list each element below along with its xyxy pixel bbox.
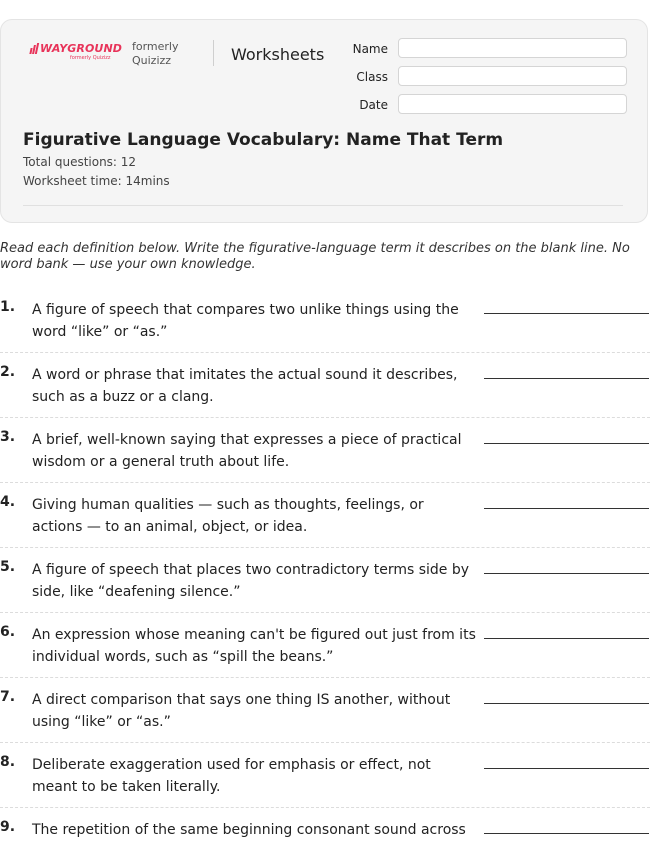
worksheet-title: Figurative Language Vocabulary: Name That Term	[23, 130, 504, 150]
question-item	[0, 754, 650, 819]
question-text: A figure of speech that compares two unlike things using the word “like” or “as.”	[32, 302, 459, 340]
question-item	[0, 364, 650, 429]
class-label: Class	[356, 70, 388, 84]
section-label: Worksheets	[231, 45, 325, 64]
total-questions: Total questions: 12	[23, 155, 137, 169]
answer-blank[interactable]	[484, 573, 649, 574]
date-label: Date	[359, 98, 388, 112]
header-divider	[213, 40, 214, 66]
question-text: A brief, well-known saying that expresses a piece of practical wisdom or a general truth about life.	[32, 432, 462, 470]
question-item	[0, 819, 650, 842]
question-number: 5.	[0, 559, 16, 575]
worksheet-header	[0, 19, 648, 223]
question-divider	[0, 677, 650, 678]
question-item	[0, 299, 650, 364]
name-field[interactable]	[398, 38, 627, 58]
answer-blank[interactable]	[484, 638, 649, 639]
question-divider	[0, 742, 650, 743]
question-divider	[0, 612, 650, 613]
question-item	[0, 559, 650, 624]
question-item	[0, 429, 650, 494]
instructions: Read each definition below. Write the figurative-language term it describes on the blank line. No word bank — use your own knowledge.	[0, 241, 630, 272]
answer-blank[interactable]	[484, 703, 649, 704]
question-divider	[0, 417, 650, 418]
question-text: An expression whose meaning can't be figured out just from its individual words, such as “spill the beans.”	[32, 627, 476, 665]
question-text: The repetition of the same beginning consonant sound across	[32, 822, 466, 838]
question-text: Deliberate exaggeration used for emphasis or effect, not meant to be taken literally.	[32, 757, 431, 795]
question-number: 7.	[0, 689, 16, 705]
question-number: 1.	[0, 299, 16, 315]
date-field[interactable]	[398, 94, 627, 114]
question-number: 8.	[0, 754, 16, 770]
question-number: 4.	[0, 494, 16, 510]
question-text: A figure of speech that places two contradictory terms side by side, like “deafening silence.”	[32, 562, 470, 600]
answer-blank[interactable]	[484, 833, 649, 834]
question-text: A direct comparison that says one thing IS another, without using “like” or “as.”	[32, 692, 451, 730]
question-number: 9.	[0, 819, 16, 835]
brand-name: WAYGROUND	[40, 42, 122, 55]
brand-subtitle: formerly Quizizz	[70, 55, 111, 61]
answer-blank[interactable]	[484, 378, 649, 379]
answer-blank[interactable]	[484, 443, 649, 444]
answer-blank[interactable]	[484, 508, 649, 509]
worksheet-time: Worksheet time: 14mins	[23, 174, 170, 188]
question-divider	[0, 807, 650, 808]
question-divider	[0, 482, 650, 483]
question-item	[0, 624, 650, 689]
name-label: Name	[352, 42, 388, 56]
answer-blank[interactable]	[484, 313, 649, 314]
question-number: 6.	[0, 624, 16, 640]
question-text: A word or phrase that imitates the actual sound it describes, such as a buzz or a clang.	[32, 367, 458, 405]
question-item	[0, 494, 650, 559]
answer-blank[interactable]	[484, 768, 649, 769]
question-number: 2.	[0, 364, 16, 380]
question-divider	[0, 352, 650, 353]
class-field[interactable]	[398, 66, 627, 86]
question-divider	[0, 547, 650, 548]
brand-logo	[30, 42, 122, 61]
logo-mark-icon	[30, 43, 38, 54]
formerly-note: formerly Quizizz	[132, 40, 179, 67]
header-rule	[23, 205, 623, 206]
question-number: 3.	[0, 429, 16, 445]
question-item	[0, 689, 650, 754]
question-text: Giving human qualities — such as thoughts, feelings, or actions — to an animal, object, or idea.	[32, 497, 424, 535]
